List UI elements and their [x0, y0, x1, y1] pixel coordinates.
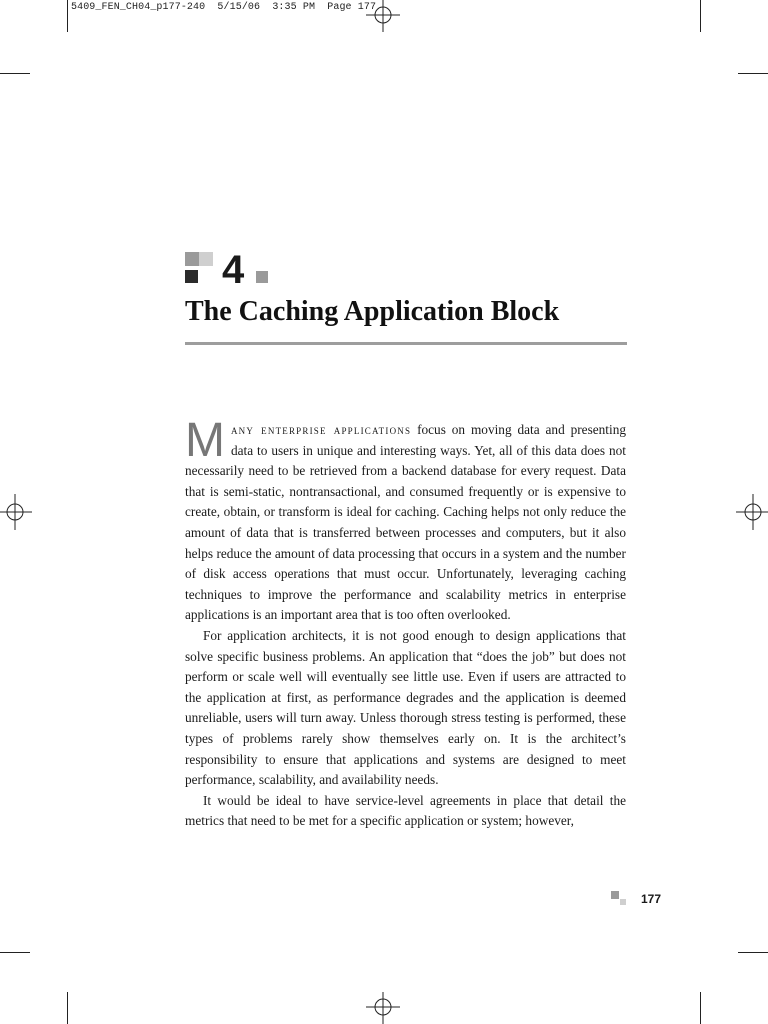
paragraph-1: [185, 414, 626, 626]
body-text: [185, 414, 626, 832]
crop-mark-bottom-right-horizontal: [738, 952, 768, 953]
registration-mark-bottom: [362, 992, 404, 1024]
crop-mark-bottom-left-horizontal: [0, 952, 30, 953]
crop-mark-top-left-horizontal: [0, 73, 30, 74]
decorative-square-light: [199, 252, 213, 266]
crop-mark-top-right-horizontal: [738, 73, 768, 74]
chapter-title: The Caching Application Block: [185, 296, 560, 327]
decorative-square-dark: [185, 270, 198, 283]
crop-mark-bottom-right-vertical: [700, 992, 701, 1024]
chapter-number: 4: [222, 248, 245, 292]
folio-square-mid: [611, 891, 619, 899]
page-number: 177: [641, 892, 662, 906]
drop-cap: M: [185, 414, 225, 467]
decorative-square-after-number: [256, 271, 268, 283]
printer-slug: 5409_FEN_CH04_p177-240 5/15/06 3:35 PM Page 177: [71, 2, 377, 13]
crop-mark-top-left-vertical: [67, 0, 68, 32]
paragraph-3: It would be ideal to have service-level agreements in place that detail the metrics that need to be met for a specific application or system; however,: [185, 792, 626, 829]
paragraph-2: For application architects, it is not good enough to design applications that solve specific business problems. An application that “does the job” but does not perform or scale well will eventually see little use. Even if users are attracted to the application at first, as performance degrades and the application is deemed unreliable, users will turn away. Unless thorough stress testing is performed, these types of problems rarely show themselves early on. It is the architect’s responsibility to ensure that applications and systems are designed to meet performance, scalability, and availability needs.: [185, 627, 626, 788]
decorative-square-mid: [185, 252, 199, 266]
lead-in-small-caps: any enterprise applications: [230, 422, 412, 437]
folio-square-light: [620, 899, 626, 905]
crop-mark-bottom-left-vertical: [67, 992, 68, 1024]
paragraph-1-text: focus on moving data and presenting data to users in unique and interesting ways. Yet, all of this data does not necessarily need to be retrieved from a backend database for every request. Data that is semi-static, nontransactional, and consumed frequently or is expensive to create, obtain, or transform is ideal for caching. Caching helps not only reduce the amount of data that is transferred between processes and computers, but it also helps reduce the amount of data processing that occurs in a system and the number of disk access operations that must occur. Unfortunately, leveraging caching techniques to improve the performance and scalability metrics in enterprise applications is an important area that is too often overlooked.: [185, 422, 626, 623]
registration-mark-right: [736, 490, 768, 534]
title-rule: [185, 342, 627, 345]
crop-mark-top-right-vertical: [700, 0, 701, 32]
registration-mark-left: [0, 490, 32, 534]
registration-mark-top: [362, 0, 404, 32]
